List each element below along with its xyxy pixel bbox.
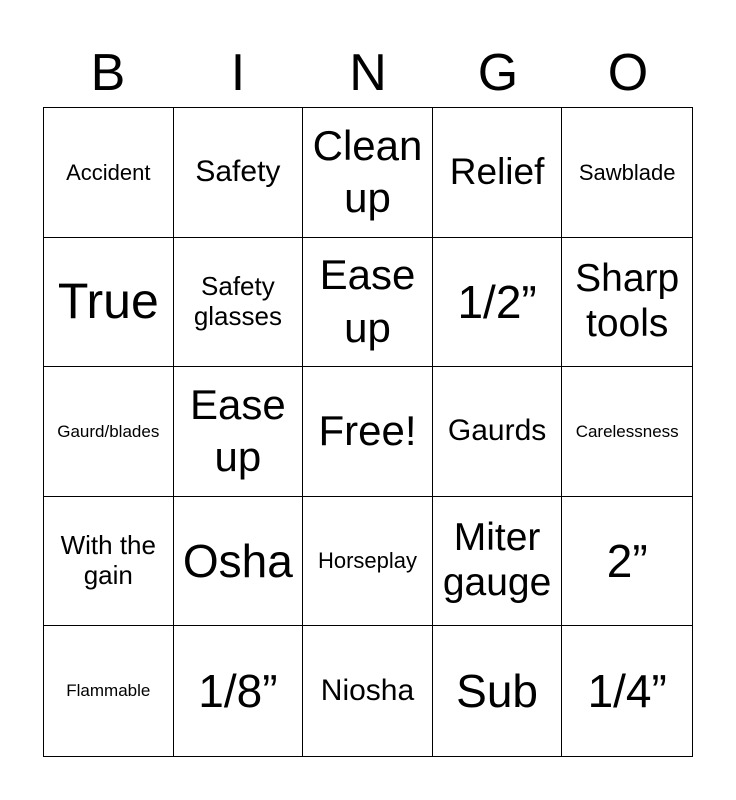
bingo-cell[interactable]: Sub — [433, 626, 563, 756]
header-letter-g: G — [477, 44, 519, 102]
bingo-card-grid — [43, 107, 693, 757]
header-letter-i: I — [230, 44, 246, 102]
bingo-cell[interactable]: Ease up — [303, 238, 433, 368]
header-letter-n: N — [349, 44, 387, 102]
bingo-cell[interactable]: Miter gauge — [433, 497, 563, 627]
bingo-cell[interactable]: Safety — [174, 108, 304, 238]
bingo-cell[interactable]: Carelessness — [562, 367, 692, 497]
bingo-cell[interactable]: True — [44, 238, 174, 368]
bingo-cell[interactable]: Gaurd/blades — [44, 367, 174, 497]
bingo-cell[interactable]: Osha — [174, 497, 304, 627]
bingo-cell free-space[interactable]: Free! — [303, 367, 433, 497]
bingo-header — [43, 38, 693, 108]
bingo-cell[interactable]: Gaurds — [433, 367, 563, 497]
bingo-cell[interactable]: With the gain — [44, 497, 174, 627]
bingo-cell[interactable]: 2” — [562, 497, 692, 627]
header-letter-b: B — [90, 44, 126, 102]
bingo-cell[interactable]: Clean up — [303, 108, 433, 238]
bingo-cell[interactable]: 1/4” — [587, 664, 667, 717]
bingo-cell[interactable]: 1/2” — [433, 238, 563, 368]
bingo-cell[interactable]: 1/8” — [174, 626, 304, 756]
bingo-cell[interactable]: Relief — [433, 108, 563, 238]
bingo-cell[interactable]: Horseplay — [303, 497, 433, 627]
bingo-cell[interactable]: Niosha — [303, 626, 433, 756]
header-letter-o: O — [607, 44, 649, 102]
bingo-cell[interactable]: Safety glasses — [174, 238, 304, 368]
bingo-cell[interactable]: Flammable — [44, 626, 174, 756]
bingo-cell[interactable]: Ease up — [174, 367, 304, 497]
bingo-cell[interactable]: Accident — [44, 108, 174, 238]
bingo-cell[interactable]: Sawblade — [562, 108, 692, 238]
bingo-cell[interactable]: Sharp tools — [562, 238, 692, 368]
